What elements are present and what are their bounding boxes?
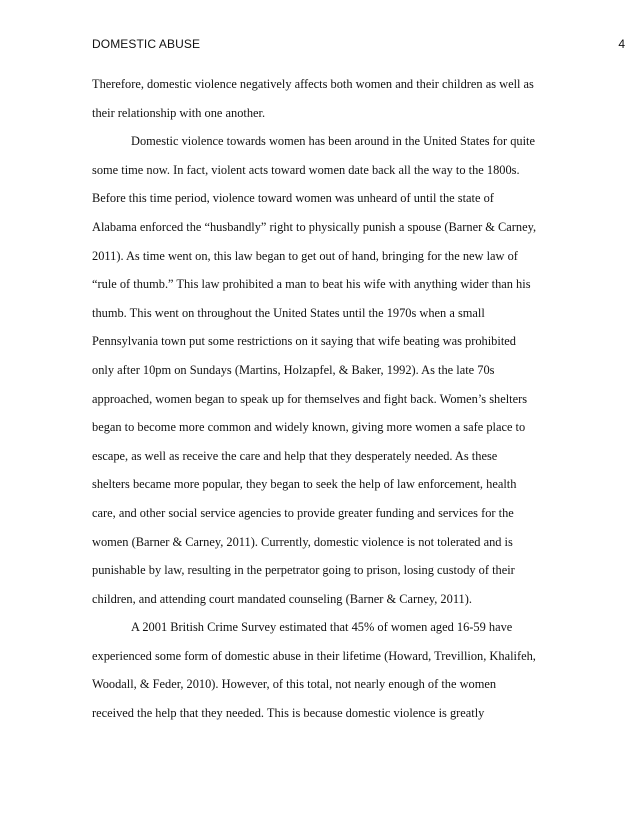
text-line: Before this time period, violence toward women was unheard of until the state of bbox=[92, 191, 494, 206]
text-line: Woodall, & Feder, 2010). However, of this total, not nearly enough of the women bbox=[92, 677, 497, 692]
text-line: 2011). As time went on, this law began to get out of hand, bringing for the new law of bbox=[92, 248, 518, 263]
page-number: 4 bbox=[618, 37, 625, 51]
text-line: women (Barner & Carney, 2011). Currently, domestic violence is not tolerated and is bbox=[92, 534, 513, 549]
text-line: punishable by law, resulting in the perpetrator going to prison, losing custody of their bbox=[92, 563, 515, 578]
text-line: Alabama enforced the “husbandly” right to physically punish a spouse (Barner & Carney, bbox=[92, 219, 537, 234]
running-head: DOMESTIC ABUSE bbox=[92, 37, 201, 51]
text-line: Domestic violence towards women has been around in the United States for quite bbox=[131, 134, 535, 149]
text-line: only after 10pm on Sundays (Martins, Holzapfel, & Baker, 1992). As the late 70s bbox=[92, 362, 495, 377]
text-line: their relationship with one another. bbox=[92, 105, 266, 120]
text-line: escape, as well as receive the care and help that they desperately needed. As these bbox=[92, 448, 498, 463]
text-line: shelters became more popular, they began to seek the help of law enforcement, health bbox=[92, 477, 517, 492]
text-line: experienced some form of domestic abuse in their lifetime (Howard, Trevillion, Khalifeh, bbox=[92, 648, 536, 663]
body-text bbox=[92, 70, 582, 728]
text-line: thumb. This went on throughout the United States until the 1970s when a small bbox=[92, 305, 485, 320]
text-line: approached, women began to speak up for themselves and fight back. Women’s shelters bbox=[92, 391, 528, 406]
text-line: care, and other social service agencies to provide greater funding and services for the bbox=[92, 505, 514, 520]
text-line: received the help that they needed. This is because domestic violence is greatly bbox=[92, 706, 485, 721]
text-line: Pennsylvania town put some restrictions on it saying that wife beating was prohibited bbox=[92, 334, 516, 349]
text-line: “rule of thumb.” This law prohibited a man to beat his wife with anything wider than his bbox=[92, 277, 531, 292]
text-line: A 2001 British Crime Survey estimated that 45% of women aged 16-59 have bbox=[131, 620, 513, 635]
text-line: began to become more common and widely known, giving more women a safe place to bbox=[92, 420, 526, 435]
text-line: Therefore, domestic violence negatively affects both women and their children as well as bbox=[92, 77, 534, 91]
text-line: children, and attending court mandated counseling (Barner & Carney, 2011). bbox=[92, 591, 472, 606]
text-line: some time now. In fact, violent acts toward women date back all the way to the 1800s. bbox=[92, 162, 520, 177]
